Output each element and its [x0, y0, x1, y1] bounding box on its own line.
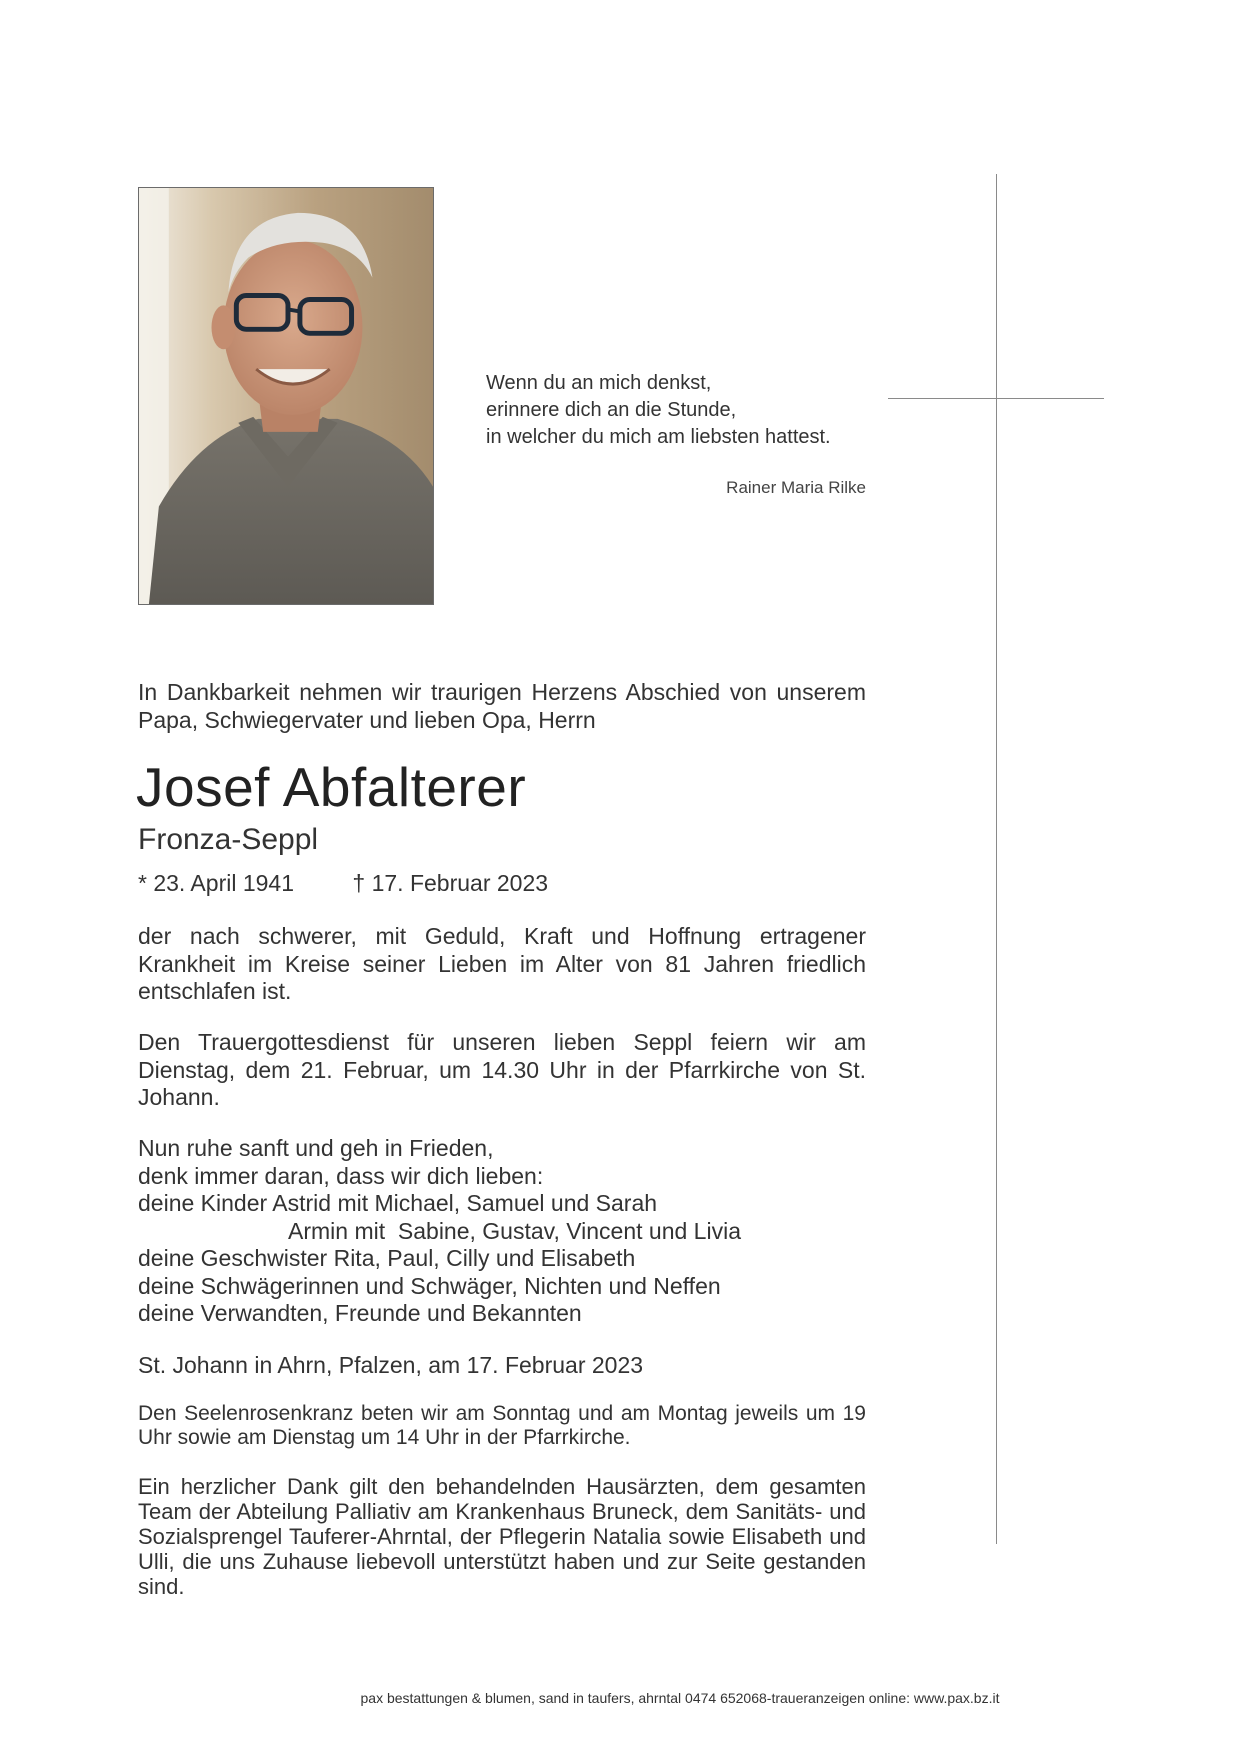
family-line: denk immer daran, dass wir dich lieben: — [138, 1162, 544, 1189]
funeral-service-paragraph: Den Trauergottesdienst für unseren lieben Seppl feiern wir am Dienstag, dem 21. Februar, um 14.30 Uhr in der Pfarrkirche von St. Johann. — [138, 1029, 866, 1110]
death-date: † 17. Februar 2023 — [352, 870, 549, 896]
family-line: deine Schwägerinnen und Schwäger, Nichten und Neffen — [138, 1272, 721, 1299]
cross-horizontal-line — [888, 398, 1104, 399]
poem-line: in welcher du mich am liebsten hattest. — [486, 426, 831, 448]
poem — [486, 370, 866, 451]
intro-text: In Dankbarkeit nehmen wir traurigen Herzens Abschied von unserem Papa, Schwiegervater und lieben Opa, Herrn — [138, 679, 866, 733]
illness-paragraph: der nach schwerer, mit Geduld, Kraft und Hoffnung ertragener Krankheit im Kreise seiner Lieben im Alter von 81 Jahren friedlich entschlafen ist. — [138, 923, 866, 1004]
place-date: St. Johann in Ahrn, Pfalzen, am 17. Februar 2023 — [138, 1352, 644, 1378]
thanks-paragraph: Ein herzlicher Dank gilt den behandelnden Hausärzten, dem gesamten Team der Abteilung Palliativ am Krankenhaus Bruneck, dem Sanitäts- und Sozialsprengel Tauferer-Ahrntal, der Pflegerin Natalia sowie Elisabeth und Ulli, die uns Zuhause liebevoll unterstützt haben und zur Seite gestanden sind. — [138, 1474, 866, 1599]
rosary-notice: Den Seelenrosenkranz beten wir am Sonntag und am Montag jeweils um 19 Uhr sowie am Dienstag um 14 Uhr in der Pfarrkirche. — [138, 1402, 866, 1449]
poem-line: Wenn du an mich denkst, — [486, 372, 712, 394]
cross-vertical-line — [996, 174, 997, 1544]
family-line: deine Verwandten, Freunde und Bekannten — [138, 1300, 582, 1326]
deceased-nickname: Fronza-Seppl — [138, 823, 319, 856]
footer-text: pax bestattungen & blumen, sand in taufers, ahrntal 0474 652068-traueranzeigen online: www.pax.bz.it — [360, 1690, 1000, 1706]
portrait-photo — [138, 187, 434, 605]
portrait-illustration — [139, 188, 433, 604]
deceased-name: Josef Abfalterer — [136, 756, 527, 818]
family-list — [138, 1135, 866, 1328]
life-dates — [138, 870, 548, 897]
family-line: Nun ruhe sanft und geh in Frieden, — [138, 1135, 494, 1161]
poem-line: erinnere dich an die Stunde, — [486, 399, 737, 421]
poem-author: Rainer Maria Rilke — [726, 478, 866, 497]
family-line: deine Geschwister Rita, Paul, Cilly und Elisabeth — [138, 1245, 636, 1271]
family-line: deine Kinder Astrid mit Michael, Samuel und Sarah — [138, 1190, 658, 1216]
family-line: Armin mit Sabine, Gustav, Vincent und Livia — [288, 1217, 741, 1244]
birth-date: * 23. April 1941 — [138, 870, 295, 896]
